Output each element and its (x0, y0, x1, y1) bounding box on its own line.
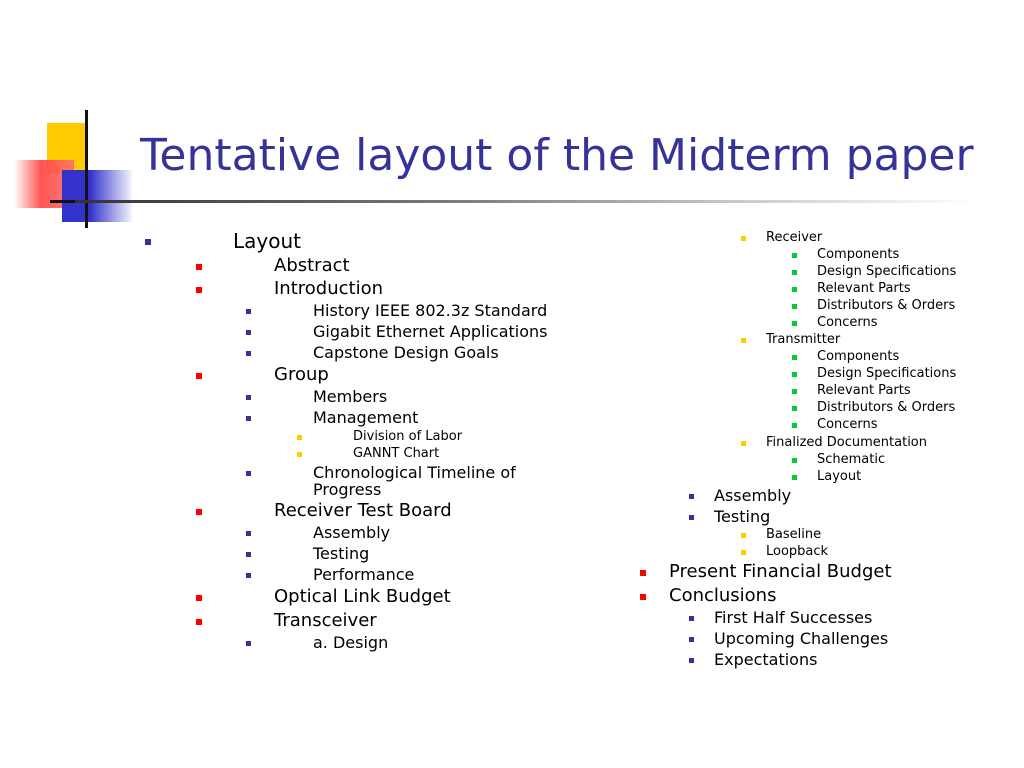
bullet-icon (640, 594, 646, 600)
bullet-icon (689, 637, 694, 642)
bullet-icon (297, 435, 302, 440)
outline-text: Transceiver (274, 610, 377, 631)
bullet-icon (246, 395, 251, 400)
bullet-icon (246, 309, 251, 314)
bullet-icon (792, 253, 797, 258)
outline-text-continued: Progress (313, 480, 382, 499)
logo-blue-square (62, 170, 132, 222)
outline-text: Layout (817, 469, 862, 484)
bullet-icon (297, 452, 302, 457)
outline-text: Distributors & Orders (817, 298, 956, 313)
outline-text: Present Financial Budget (669, 561, 892, 582)
bullet-icon (792, 372, 797, 377)
bullet-icon (246, 330, 251, 335)
bullet-icon (246, 552, 251, 557)
bullet-icon (741, 441, 746, 446)
bullet-icon (792, 458, 797, 463)
outline-text: Relevant Parts (817, 383, 911, 398)
outline-text: Expectations (714, 650, 818, 669)
outline-text: Layout (233, 229, 301, 253)
bullet-icon (792, 355, 797, 360)
outline-text: Chronological Timeline of (313, 463, 516, 482)
outline-text: Testing (313, 544, 370, 563)
outline-text: Conclusions (669, 585, 777, 606)
title-rule (75, 200, 975, 203)
outline-text: Schematic (817, 452, 886, 467)
bullet-icon (246, 641, 251, 646)
outline-text: Receiver (766, 230, 823, 245)
outline-text: a. Design (313, 633, 389, 652)
bullet-icon (145, 239, 151, 245)
bullet-icon (792, 270, 797, 275)
bullet-icon (689, 658, 694, 663)
outline-text: History IEEE 802.3z Standard (313, 301, 548, 320)
bullet-icon (741, 236, 746, 241)
outline-text: Design Specifications (817, 264, 957, 279)
bullet-icon (792, 304, 797, 309)
outline-text: Testing (714, 507, 771, 526)
bullet-icon (246, 416, 251, 421)
outline-text: Components (817, 349, 900, 364)
bullet-icon (792, 389, 797, 394)
bullet-icon (689, 494, 694, 499)
bullet-icon (792, 423, 797, 428)
bullet-icon (741, 550, 746, 555)
outline-text: Members (313, 387, 388, 406)
outline-text: Distributors & Orders (817, 400, 956, 415)
bullet-icon (246, 351, 251, 356)
outline-text: Assembly (714, 486, 792, 505)
outline-text: First Half Successes (714, 608, 873, 627)
bullet-icon (196, 595, 202, 601)
bullet-icon (246, 471, 251, 476)
bullet-icon (792, 287, 797, 292)
bullet-icon (640, 570, 646, 576)
outline-text: Introduction (274, 278, 384, 299)
bullet-icon (792, 406, 797, 411)
outline-text: Finalized Documentation (766, 435, 927, 450)
outline-text: Receiver Test Board (274, 500, 452, 521)
bullet-icon (741, 533, 746, 538)
bullet-icon (196, 264, 202, 270)
outline-text: Gigabit Ethernet Applications (313, 322, 548, 341)
outline-text: Design Specifications (817, 366, 957, 381)
bullet-icon (196, 509, 202, 515)
bullet-icon (792, 321, 797, 326)
bullet-icon (196, 619, 202, 625)
outline-text: GANNT Chart (353, 446, 440, 461)
outline-text: Concerns (817, 417, 878, 432)
outline-text: Upcoming Challenges (714, 629, 889, 648)
bullet-icon (246, 531, 251, 536)
outline-text: Optical Link Budget (274, 586, 451, 607)
outline-text: Capstone Design Goals (313, 343, 499, 362)
bullet-icon (689, 616, 694, 621)
logo-vertical-line (85, 110, 88, 228)
outline-text: Relevant Parts (817, 281, 911, 296)
outline-text: Group (274, 364, 329, 385)
outline-text: Management (313, 408, 419, 427)
slide-title: Tentative layout of the Midterm paper (140, 130, 974, 181)
bullet-icon (196, 287, 202, 293)
outline-text: Components (817, 247, 900, 262)
bullet-icon (741, 338, 746, 343)
outline-text: Abstract (274, 255, 350, 276)
bullet-icon (246, 573, 251, 578)
outline-text: Transmitter (766, 332, 841, 347)
outline-text: Assembly (313, 523, 391, 542)
bullet-icon (792, 475, 797, 480)
outline-text: Baseline (766, 527, 822, 542)
bullet-icon (689, 515, 694, 520)
bullet-icon (196, 373, 202, 379)
outline-text: Loopback (766, 544, 829, 559)
outline-text: Division of Labor (353, 429, 463, 444)
outline-text: Concerns (817, 315, 878, 330)
outline-text: Performance (313, 565, 415, 584)
